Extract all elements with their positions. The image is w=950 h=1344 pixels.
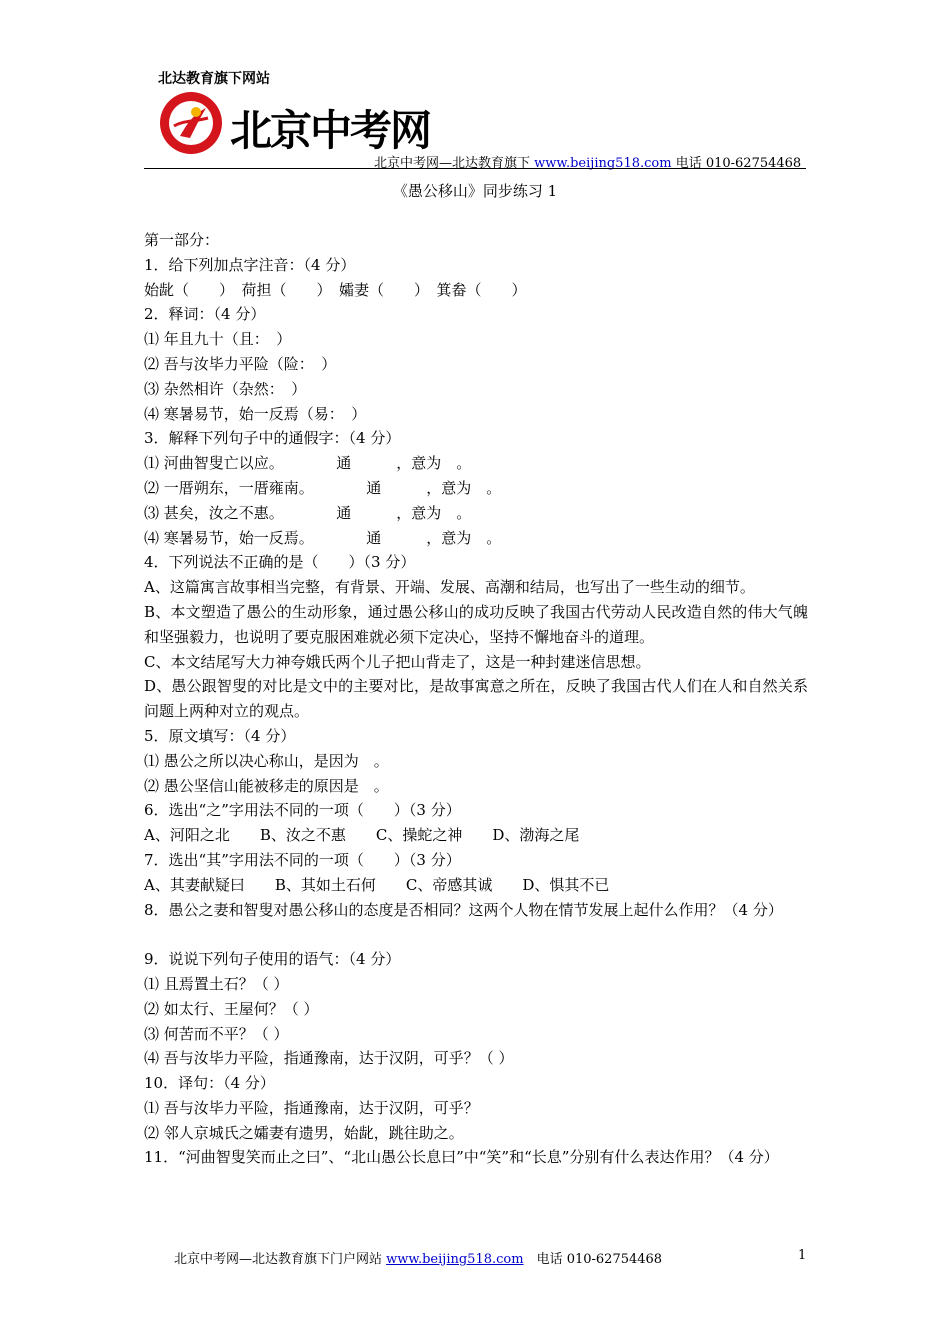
- text-line: 6．选出“之”字用法不同的一项（ ）（3 分）: [144, 801, 461, 820]
- text-line: ⑷ 寒暑易节，始一反焉。 通 ，意为 。: [144, 528, 502, 547]
- text-line: ⑴ 吾与汝毕力平险，指通豫南，达于汉阴，可乎？: [144, 1098, 479, 1117]
- text-line: ⑴ 河曲智叟亡以应。 通 ，意为 。: [144, 454, 472, 473]
- text-line: A、其妻献疑曰 B、其如土石何 C、帝感其诚 D、惧其不已: [144, 875, 610, 894]
- text-line: 2．释词：（4 分）: [144, 305, 266, 324]
- text-line: ⑵ 愚公坚信山能被移走的原因是 。: [144, 776, 389, 795]
- text-line: ⑶ 杂然相许（杂然： ）: [144, 379, 307, 398]
- text-line: 始龀（ ） 荷担（ ） 孀妻（ ） 箕畚（ ）: [144, 280, 527, 299]
- text-line: B、本文塑造了愚公的生动形象，通过愚公移山的成功反映了我国古代劳动人民改造自然的伟大气魄和坚强毅力，也说明了要克服困难就必须下定决心，坚持不懈地奋斗的道理。: [144, 602, 808, 646]
- blank-line: [144, 922, 808, 947]
- text-line: ⑶ 甚矣，汝之不惠。 通 ，意为 。: [144, 503, 472, 522]
- logo-text: 北京中考网: [230, 106, 431, 155]
- text-line: A、河阳之北 B、汝之不惠 C、操蛇之神 D、渤海之尾: [144, 826, 580, 845]
- header-site-link[interactable]: www.beijing518.com: [534, 156, 672, 171]
- text-line: 5．原文填写：（4 分）: [144, 726, 296, 745]
- text-line: ⑵ 一厝朔东，一厝雍南。 通 ，意为 。: [144, 478, 502, 497]
- page-header: [144, 60, 806, 170]
- text-line: 7．选出“其”字用法不同的一项（ ）（3 分）: [144, 850, 461, 869]
- footer-site-link[interactable]: www.beijing518.com: [386, 1252, 524, 1267]
- exercise-body: [144, 228, 808, 1170]
- document-title: 《愚公移山》同步练习 1: [392, 182, 558, 200]
- text-line: 3．解释下列句子中的通假字：（4 分）: [144, 429, 401, 448]
- text-line: A、这篇寓言故事相当完整，有背景、开端、发展、高潮和结局，也写出了一些生动的细节。: [144, 578, 755, 597]
- text-line: 10．译句：（4 分）: [144, 1074, 275, 1093]
- text-line: ⑵ 吾与汝毕力平险（险： ）: [144, 354, 337, 373]
- text-line: D、愚公跟智叟的对比是文中的主要对比，是故事寓意之所在，反映了我国古代人们在人和自然关系问题上两种对立的观点。: [144, 677, 808, 721]
- text-line: 8．愚公之妻和智叟对愚公移山的态度是否相同？这两个人物在情节发展上起什么作用？（4 分）: [144, 900, 783, 919]
- text-line: ⑴ 年且九十（且： ）: [144, 330, 292, 349]
- text-line: C、本文结尾写大力神夸娥氏两个儿子把山背走了，这是一种封建迷信思想。: [144, 652, 651, 671]
- page-number: 1: [798, 1248, 807, 1263]
- page-footer: 北京中考网—北达教育旗下门户网站 www.beijing518.com 电话 010-62754468: [174, 1252, 663, 1267]
- text-line: ⑶ 何苦而不平？（ ）: [144, 1024, 289, 1043]
- text-line: 第一部分：: [144, 231, 220, 249]
- text-line: ⑵ 如太行、王屋何？（ ）: [144, 999, 319, 1018]
- text-line: 11．“河曲智叟笑而止之曰”、“北山愚公长息曰”中“笑”和“长息”分别有什么表达作用？（4 分）: [144, 1148, 779, 1167]
- text-line: ⑷ 寒暑易节，始一反焉（易： ）: [144, 404, 367, 423]
- text-line: ⑵ 邻人京城氏之孀妻有遗男，始龀，跳往助之。: [144, 1123, 464, 1142]
- text-line: ⑷ 吾与汝毕力平险，指通豫南，达于汉阴，可乎？（ ）: [144, 1049, 514, 1068]
- logo-emblem-icon: [160, 92, 222, 154]
- logo-subtitle: 北达教育旗下网站: [158, 71, 270, 87]
- text-line: 1．给下列加点字注音：（4 分）: [144, 255, 356, 274]
- header-contact: 北京中考网—北达教育旗下 www.beijing518.com 电话 010-62754468: [374, 156, 802, 171]
- text-line: 4．下列说法不正确的是（ ）（3 分）: [144, 553, 416, 572]
- text-line: ⑴ 愚公之所以决心称山，是因为 。: [144, 751, 389, 770]
- text-line: ⑴ 且焉置土石？（ ）: [144, 974, 289, 993]
- text-line: 9．说说下列句子使用的语气：（4 分）: [144, 950, 401, 969]
- header-divider: [144, 168, 806, 169]
